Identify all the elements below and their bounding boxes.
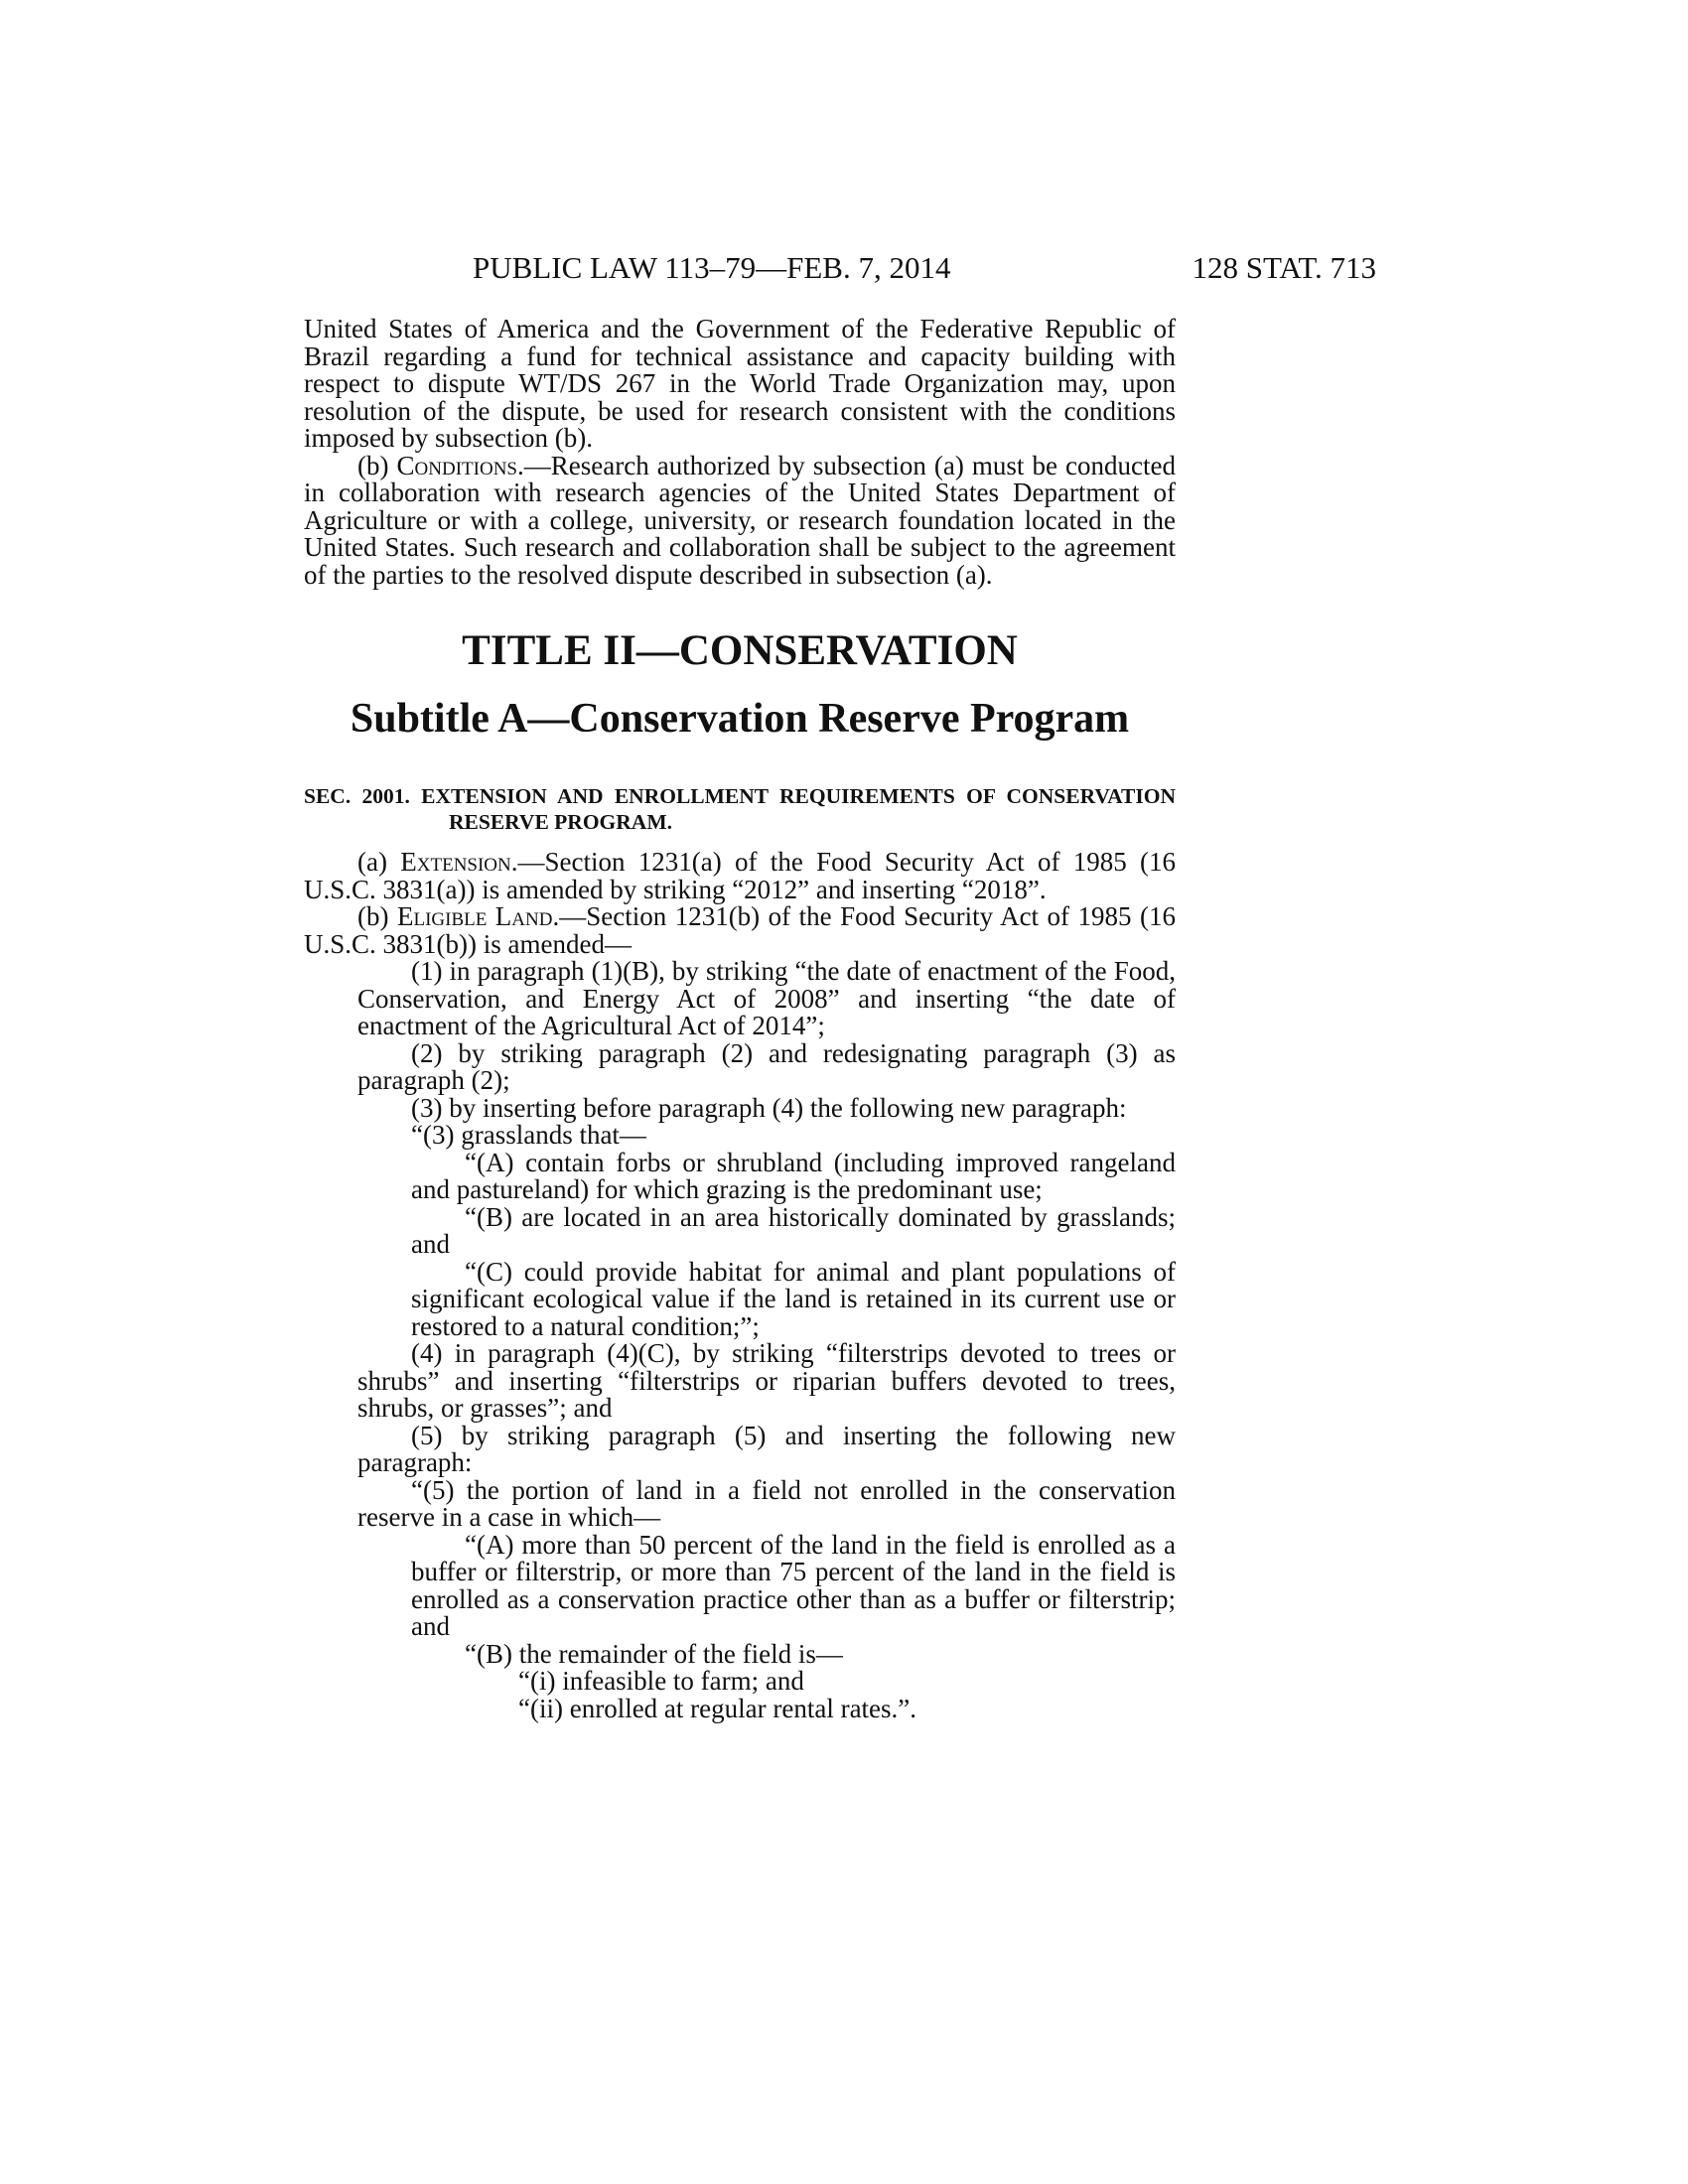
paragraph-b1: (1) in paragraph (1)(B), by striking “the date of enactment of the Food, Conservation, and Energy Act of 2008” and inserting “the date of enactment of the Agricultural Act of 2014”; (357, 956, 1176, 1040)
paragraph-conditions-heading: Conditions (396, 450, 517, 480)
paragraph-b5: (5) by striking paragraph (5) and inserting the following new paragraph: (357, 1420, 1176, 1477)
subsection-b-text: .—Section 1231(b) of the Food Security Act of 1985 (16 U.S.C. 3831(b)) is amended— (304, 901, 1176, 959)
paragraph-conditions-lead: (b) (357, 450, 397, 480)
running-head-title: PUBLIC LAW 113–79—FEB. 7, 2014 (473, 250, 951, 285)
paragraph-conditions (304, 450, 1176, 590)
quoted-paragraph-3: “(3) grasslands that— (411, 1120, 646, 1150)
running-head (304, 248, 1376, 288)
quoted-subparagraph-3c: “(C) could provide habitat for animal and plant populations of significant ecological value if the land is retained in its current use or restored to a natural condition;”; (411, 1256, 1176, 1341)
subsection-a (304, 849, 1176, 903)
paragraph-b4: (4) in paragraph (4)(C), by striking “filterstrips devoted to trees or shrubs” and inserting “filterstrips or riparian buffers devoted to trees, shrubs, or grasses”; and (357, 1338, 1176, 1423)
subsection-a-heading: Extension (400, 847, 511, 877)
quoted-subparagraph-5b: “(B) the remainder of the field is— (465, 1638, 843, 1669)
paragraph-b3: (3) by inserting before paragraph (4) the following new paragraph: (411, 1092, 1127, 1123)
quoted-clause-5b-i: “(i) infeasible to farm; and (518, 1666, 804, 1696)
subsection-b (304, 903, 1176, 958)
paragraph-conditions-text: .—Research authorized by subsection (a) must be conducted in collaboration with research agencies of the United States Department of Agriculture or with a college, university, or research foundation located in the United States. Such research and collaboration shall be subject to the agreement of the parties to the resolved dispute described in subsection (a). (304, 450, 1176, 590)
subsection-b-heading: Eligible Land (396, 901, 553, 931)
title-heading: TITLE II—CONSERVATION (462, 627, 1018, 674)
section-heading: SEC. 2001. EXTENSION AND ENROLLMENT REQUIREMENTS OF CONSERVATION RESERVE PROGRAM. (304, 784, 1176, 834)
subsection-a-lead: (a) (357, 847, 401, 877)
subsection-b-lead: (b) (357, 901, 397, 931)
quoted-subparagraph-3b: “(B) are located in an area historically dominated by grasslands; and (411, 1201, 1176, 1259)
quoted-clause-5b-ii: “(ii) enrolled at regular rental rates.”. (518, 1693, 917, 1723)
quoted-paragraph-5: “(5) the portion of land in a field not enrolled in the conservation reserve in a case in which— (357, 1474, 1176, 1532)
paragraph-b2: (2) by striking paragraph (2) and redesignating paragraph (3) as paragraph (2); (357, 1037, 1176, 1095)
page-number: 128 STAT. 713 (1192, 250, 1376, 285)
subtitle-heading: Subtitle A—Conservation Reserve Program (350, 696, 1130, 742)
page-body (304, 316, 1176, 1722)
subsection-a-text: .—Section 1231(a) of the Food Security Act of 1985 (16 U.S.C. 3831(a)) is amended by striking “2012” and inserting “2018”. (304, 847, 1177, 904)
quoted-subparagraph-5a: “(A) more than 50 percent of the land in the field is enrolled as a buffer or filterstrip, or more than 75 percent of the land in the field is enrolled as a conservation practice other than as a buffer or filterstrip; and (411, 1529, 1176, 1641)
quoted-subparagraph-3a: “(A) contain forbs or shrubland (including improved rangeland and pastureland) for which grazing is the predominant use; (411, 1147, 1176, 1204)
paragraph-continuation: United States of America and the Government of the Federative Republic of Brazil regarding a fund for technical assistance and capacity building with respect to dispute WT/DS 267 in the World Trade Organization may, upon resolution of the dispute, be used for research consistent with the conditions imposed by subsection (b). (304, 314, 1176, 453)
